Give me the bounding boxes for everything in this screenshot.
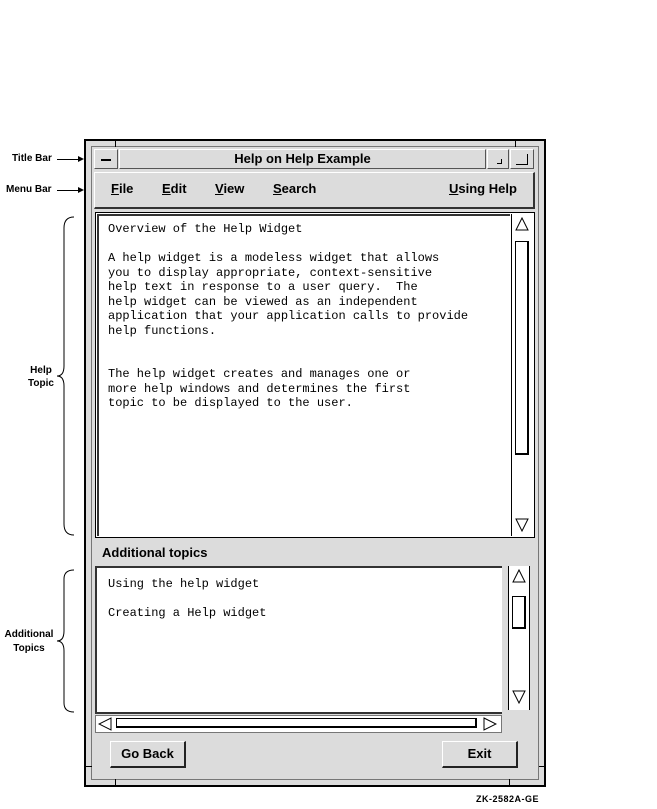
help-topic-bracket	[56, 216, 78, 536]
additional-topics-heading: Additional topics	[102, 545, 208, 560]
help-topic-scrollbar[interactable]	[511, 214, 533, 536]
menu-view[interactable]: View	[215, 181, 245, 196]
additional-topics-hscrollbar[interactable]	[95, 715, 502, 733]
menu-using-help[interactable]: Using Help	[449, 181, 517, 196]
frame-notch	[115, 779, 116, 787]
go-back-button[interactable]: Go Back	[110, 741, 186, 768]
callout-menu-bar-arrow	[57, 190, 79, 191]
figure-code: ZK-2582A-GE	[476, 794, 540, 804]
scroll-down-arrow-icon[interactable]	[515, 518, 529, 532]
help-topic-text: Overview of the Help Widget A help widget is a modeless widget that allows you to display appropriate, context-sensitive help text in response to a user query. The help widget can be viewed as an independent application that your application calls to provide help functions. The help widget creates and manages one or more help windows and determines the first topic to be displayed to the user.	[108, 222, 469, 410]
additional-topics-bracket	[56, 569, 78, 714]
callout-additional-topics	[2, 628, 56, 656]
frame-notch	[509, 779, 510, 787]
scroll-down-arrow-icon[interactable]	[512, 690, 526, 704]
menu-search[interactable]: Search	[273, 181, 317, 196]
menu-edit[interactable]: Edit	[162, 181, 187, 196]
window-title: Help on Help Example	[234, 151, 371, 166]
menu-file[interactable]: File	[111, 181, 134, 196]
maximize-icon	[516, 154, 528, 165]
window-menu-button[interactable]	[94, 149, 118, 169]
callout-title-bar-arrow	[57, 159, 79, 160]
callout-help-topic	[28, 364, 54, 390]
help-topic-text-area[interactable]	[97, 214, 510, 536]
frame-notch	[515, 139, 516, 147]
scroll-right-arrow-icon[interactable]	[483, 717, 497, 731]
callout-title-bar: Title Bar	[12, 153, 52, 164]
callout-additional-topics-line2: Topics	[13, 643, 45, 654]
frame-notch	[84, 766, 92, 767]
window-menu-icon	[101, 159, 111, 161]
list-item[interactable]: Using the help widget	[108, 577, 260, 591]
frame-notch	[539, 766, 546, 767]
help-topic-scrollbar-thumb[interactable]	[515, 241, 529, 455]
callout-help-topic-line2: Topic	[28, 378, 54, 389]
additional-topics-list[interactable]	[95, 566, 502, 714]
list-item[interactable]: Creating a Help widget	[108, 606, 267, 620]
exit-button[interactable]: Exit	[442, 741, 518, 768]
scroll-left-arrow-icon[interactable]	[98, 717, 112, 731]
title-bar[interactable]	[119, 149, 486, 169]
frame-notch	[115, 139, 116, 147]
callout-additional-topics-line1: Additional	[4, 629, 54, 640]
minimize-icon	[497, 159, 502, 164]
scroll-up-arrow-icon[interactable]	[512, 569, 526, 583]
maximize-button[interactable]	[510, 149, 534, 169]
minimize-button[interactable]	[487, 149, 509, 169]
callout-help-topic-line1: Help	[30, 365, 52, 376]
additional-topics-hscrollbar-thumb[interactable]	[116, 718, 477, 728]
additional-topics-scrollbar-thumb[interactable]	[512, 596, 526, 629]
scroll-up-arrow-icon[interactable]	[515, 217, 529, 231]
additional-topics-scrollbar[interactable]	[508, 566, 530, 710]
callout-menu-bar: Menu Bar	[6, 184, 52, 195]
